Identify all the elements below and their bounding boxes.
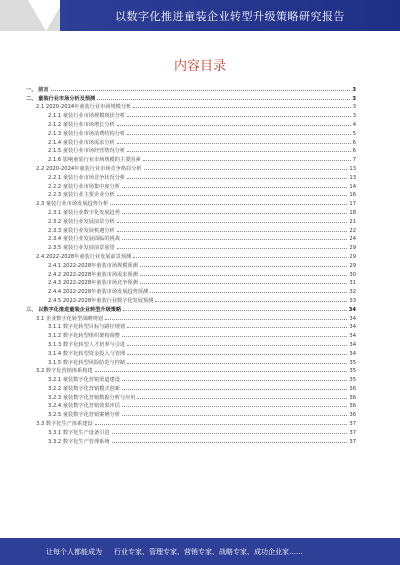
toc-page-number: 13 [349,165,356,172]
toc-leader-dots [117,231,348,232]
toc-page-number: 35 [349,377,356,384]
footer-slogan-left: 让每个人都能成为 [46,547,102,556]
toc-entry-text: 3.2.3 童装数字化营销数据分析与应用 [48,394,136,401]
toc-entry-text: 3.1 企业数字化转型战略规划 [36,315,103,322]
toc-leader-dots [95,371,348,372]
toc-entry[interactable] [26,392,356,401]
toc-page-number: 29 [349,245,356,252]
toc-entry[interactable] [26,348,356,357]
toc-entry-text: 2.1.1 童装行业市场规模现状分析 [48,113,126,120]
toc-entry-text: 3.2.5 童装数字化营销案例分析 [48,412,120,419]
toc-entry[interactable] [26,84,356,93]
toc-page-number: 3 [352,95,356,102]
toc-page-number: 35 [349,368,356,375]
toc-page-number: 6 [352,148,356,155]
toc-page-number: 16 [349,192,356,199]
toc-entry-text: 2.1 2020-2024年童装行业市场规模分析 [36,104,132,111]
toc-page-number: 36 [349,385,356,392]
toc-heading: 内容目录 [173,59,226,74]
toc-leader-dots [127,134,351,135]
toc-entry-text: 2.4.2 2022-2028年童装市场需求预测 [48,271,138,278]
toc-page-number: 3 [352,104,356,111]
toc-page-number: 37 [349,429,356,436]
toc-entry-text: 2.1.5 童装行业市场经营情况分析 [48,148,126,155]
toc-entry[interactable] [26,216,356,225]
toc-entry[interactable] [26,242,356,251]
toc-page-number: 34 [349,324,356,331]
toc-entry[interactable] [26,137,356,146]
toc-leader-dots [122,213,347,214]
toc-entry[interactable] [26,234,356,243]
toc-entry[interactable] [26,278,356,287]
toc-entry[interactable] [26,207,356,216]
toc-leader-dots [127,116,351,117]
toc-entry-text: 2.3 童装行业市场发展趋势分析 [36,201,109,208]
toc-entry-text: 3.2.4 童装数字化营销效果评估 [48,403,120,410]
toc-leader-dots [155,301,347,302]
toc-entry-text: 2.3.2 童装行业发展前景分析 [48,218,115,225]
toc-entry-text: 2.4.1 2022-2028年童装市场规模预测 [48,262,138,269]
toc-entry-text: 一、 前言 [26,86,49,93]
toc-entry[interactable] [26,295,356,304]
toc-entry[interactable] [26,181,356,190]
toc-entry-text: 3.1.4 数字化转型资金投入与管理 [48,350,126,357]
toc-entry[interactable] [26,110,356,119]
toc-entry[interactable] [26,251,356,260]
toc-leader-dots [127,178,347,179]
toc-entry-text: 2.1.3 童装行业市场消费结构分析 [48,130,126,137]
toc-leader-dots [122,187,347,188]
toc-entry[interactable] [26,286,356,295]
toc-page-number: 6 [352,139,356,146]
toc-page-number: 5 [352,130,356,137]
toc-entry-text: 2.2.1 童装行业市场竞争状况分析 [48,174,126,181]
toc-leader-dots [122,415,347,416]
toc-page-number: 36 [349,394,356,401]
toc-entry[interactable] [26,409,356,418]
toc-entry[interactable] [26,304,356,313]
toc-entry[interactable] [26,260,356,269]
toc-leader-dots [140,283,348,284]
toc-entry[interactable] [26,366,356,375]
toc-entry[interactable] [26,225,356,234]
toc-leader-dots [122,336,347,337]
toc-page-number: 4 [352,121,356,128]
toc-entry-text: 3.1.1 数字化转型目标与路径规划 [48,324,126,331]
toc-entry-text: 2.4.3 2022-2028年童装市场竞争预测 [48,280,138,287]
toc-entry-text: 3.3.2 数字化生产管理系统 [48,438,110,445]
toc-entry[interactable] [26,146,356,155]
toc-entry-text: 2.3.1 童装行业数字化发展趋势 [48,209,120,216]
toc-page-number: 22 [349,227,356,234]
toc-entry-text: 3.2.1 童装数字化营销渠道建设 [48,377,120,384]
toc-entry-text: 2.1.4 童装行业市场需求分析 [48,139,115,146]
toc-entry-text: 3.1.5 数字化转型风险防范与控制 [48,359,126,366]
toc-entry-text: 2.1.6 影响童装行业市场规模的主要因素 [48,157,141,164]
toc-entry[interactable] [26,313,356,322]
toc-leader-dots [127,151,351,152]
toc-leader-dots [133,107,350,108]
toc-page-number: 14 [349,183,356,190]
toc-entry[interactable] [26,330,356,339]
toc-page-number: 29 [349,262,356,269]
toc-entry-text: 2.4.5 2022-2028年童装行业数字化发展预测 [48,297,154,304]
toc-entry[interactable] [26,128,356,137]
toc-leader-dots [95,424,348,425]
toc-leader-dots [140,275,348,276]
toc-entry-text: 2.2.2 童装行业市场集中度分析 [48,183,120,190]
toc-leader-dots [110,204,347,205]
toc-entry-text: 3.1.2 数字化转型组织架构调整 [48,333,120,340]
toc-entry[interactable] [26,190,356,199]
toc-leader-dots [127,363,347,364]
toc-page-number: 32 [349,289,356,296]
toc-entry-text: 二、 童装行业市场分析及预测 [26,95,96,102]
toc-page-number: 34 [349,333,356,340]
toc-entry[interactable] [26,436,356,445]
toc-leader-dots [127,345,347,346]
toc-entry[interactable] [26,357,356,366]
toc-entry[interactable] [26,172,356,181]
banner-decoration [28,0,64,31]
toc-entry[interactable] [26,93,356,102]
toc-leader-dots [122,406,347,407]
toc-page-number: 34 [348,306,356,313]
table-of-contents [26,84,356,445]
toc-leader-dots [112,442,348,443]
toc-leader-dots [122,239,347,240]
toc-page-number: 37 [349,438,356,445]
toc-leader-dots [105,319,347,320]
toc-page-number: 34 [349,315,356,322]
toc-page-number: 31 [349,280,356,287]
toc-leader-dots [137,398,347,399]
toc-page-number: 21 [349,218,356,225]
toc-entry-text: 3.2.2 童装数字化营销模式创新 [48,385,120,392]
footer-banner [0,538,400,565]
toc-leader-dots [97,99,350,100]
toc-entry[interactable] [26,401,356,410]
toc-page-number: 30 [349,271,356,278]
toc-page-number: 34 [349,341,356,348]
toc-page-number: 36 [349,412,356,419]
toc-page-number: 35 [349,359,356,366]
toc-page-number: 36 [349,403,356,410]
toc-leader-dots [122,380,347,381]
toc-page-number: 17 [349,201,356,208]
toc-entry[interactable] [26,383,356,392]
toc-leader-dots [123,310,347,311]
toc-leader-dots [140,266,348,267]
toc-entry-text: 2.4.4 2022-2028年童装市场发展趋势预测 [48,289,149,296]
toc-page-number: 13 [349,174,356,181]
toc-entry[interactable] [26,339,356,348]
toc-entry[interactable] [26,198,356,207]
toc-entry[interactable] [26,163,356,172]
toc-leader-dots [133,257,347,258]
toc-leader-dots [144,169,348,170]
toc-leader-dots [117,125,351,126]
toc-entry-text: 2.3.5 童装行业发展前景展望 [48,245,115,252]
toc-leader-dots [117,195,348,196]
toc-entry[interactable] [26,322,356,331]
toc-entry[interactable] [26,269,356,278]
toc-leader-dots [127,354,347,355]
report-title: 以数字化推进童装企业转型升级策略研究报告 [60,0,400,31]
toc-entry-text: 2.1.2 童装行业市场增长分析 [48,121,115,128]
toc-leader-dots [150,292,347,293]
toc-entry[interactable] [26,119,356,128]
toc-entry-text: 三、 以数字化推进童装企业转型升级策略 [26,306,122,313]
toc-leader-dots [117,222,348,223]
toc-page-number: 3 [352,86,356,93]
toc-entry-text: 3.3.1 数字化生产设备引进 [48,429,110,436]
toc-entry[interactable] [26,102,356,111]
toc-entry-text: 2.2.3 童装行业主要企业分析 [48,192,115,199]
toc-leader-dots [122,389,347,390]
toc-entry-text: 2.2 2020-2024年童装行业市场竞争格局分析 [36,165,142,172]
toc-entry-text: 2.4 2022-2028年童装行业发展前景预测 [36,253,132,260]
toc-page-number: 29 [349,253,356,260]
toc-entry[interactable] [26,427,356,436]
toc-entry[interactable] [26,418,356,427]
toc-entry-text: 3.3 数字化生产体系建设 [36,421,93,428]
toc-entry-text: 3.2 数字化营销体系构建 [36,368,93,375]
toc-page-number: 3 [352,113,356,120]
toc-page-number: 37 [349,421,356,428]
toc-leader-dots [112,433,348,434]
toc-leader-dots [117,143,351,144]
toc-leader-dots [117,248,348,249]
header-banner [0,0,400,31]
toc-entry-text: 2.3.4 童装行业发展面临的挑战 [48,236,120,243]
toc-entry[interactable] [26,154,356,163]
toc-entry-text: 3.1.3 数字化转型人才培养与引进 [48,341,126,348]
toc-page-number: 7 [352,157,356,164]
toc-entry-text: 2.3.3 童装行业发展机遇分析 [48,227,115,234]
toc-leader-dots [51,90,351,91]
toc-leader-dots [143,160,351,161]
toc-page-number: 18 [349,209,356,216]
toc-page-number: 24 [349,236,356,243]
footer-slogan-right: 行业专家、管理专家、营销专家、战略专家、成功企业家…… [114,547,303,556]
toc-leader-dots [127,327,347,328]
toc-page-number: 34 [349,350,356,357]
toc-entry[interactable] [26,374,356,383]
toc-page-number: 33 [349,297,356,304]
